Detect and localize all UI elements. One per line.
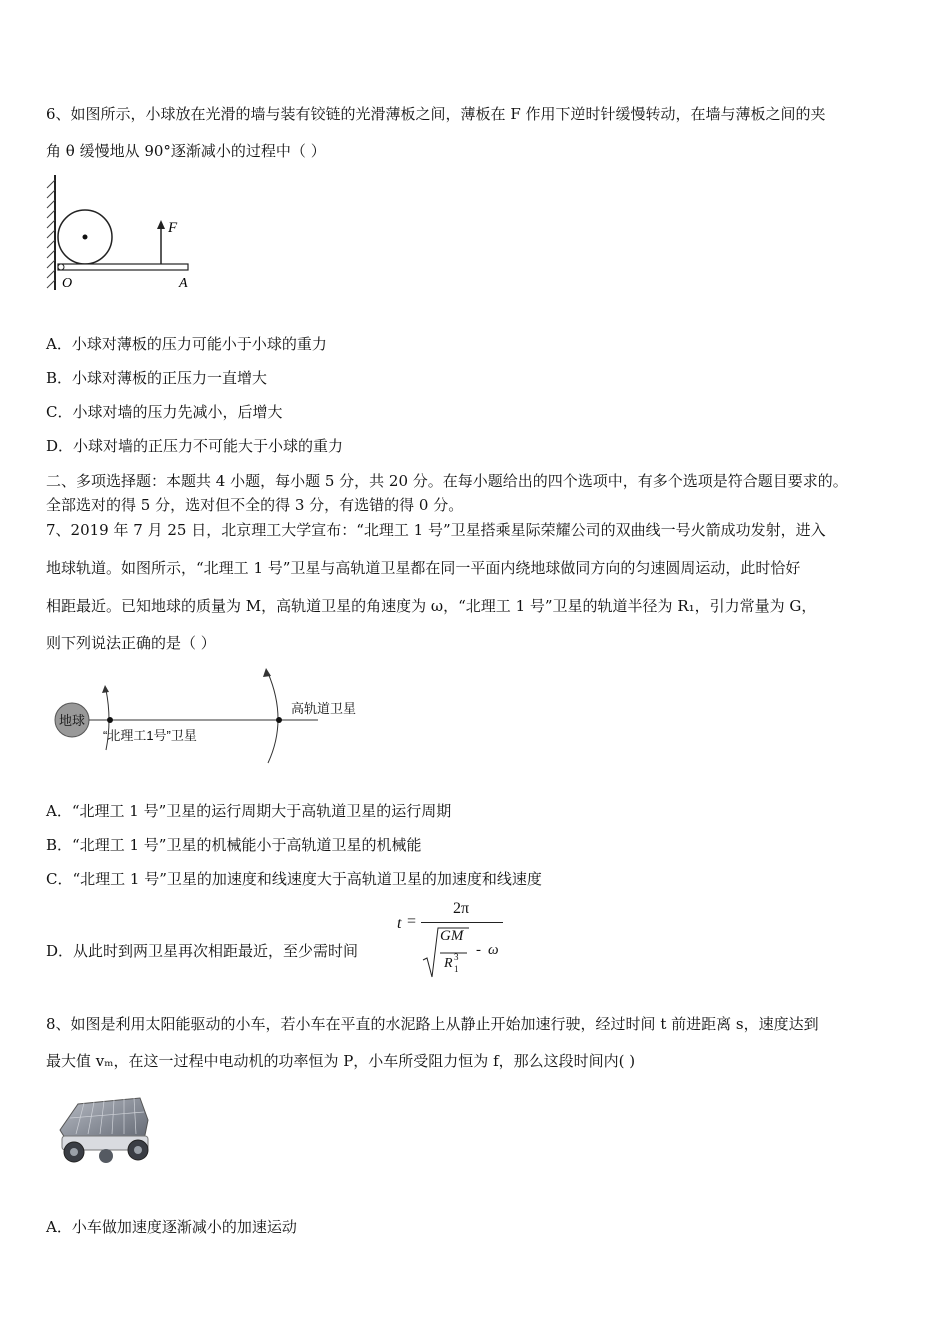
section2-line1: 二、多项选择题：本题共 4 小题，每小题 5 分，共 20 分。在每小题给出的四个选项中，有多个选项是符合题目要求的。 xyxy=(46,472,848,490)
q7-stem-line4: 则下列说法正确的是（ ） xyxy=(46,634,216,652)
sat1-point xyxy=(107,717,113,723)
end-label: A xyxy=(179,276,188,291)
earth-label: 地球 xyxy=(59,713,86,728)
section2-line2: 全部选对的得 5 分，选对但不全的得 3 分，有选错的得 0 分。 xyxy=(46,496,464,514)
q7-option-a: A．“北理工 1 号”卫星的运行周期大于高轨道卫星的运行周期 xyxy=(46,802,452,820)
q6-option-a: A．小球对薄板的压力可能小于小球的重力 xyxy=(46,335,327,353)
q7-option-d: D．从此时到两卫星再次相距最近，至少需时间 xyxy=(46,942,359,960)
q6-ball-board-figure xyxy=(40,170,200,295)
board xyxy=(58,264,188,270)
q7-option-c: C．“北理工 1 号”卫星的加速度和线速度大于高轨道卫星的加速度和线速度 xyxy=(46,870,542,888)
q7-stem-line2: 地球轨道。如图所示，“北理工 1 号”卫星与高轨道卫星都在同一平面内绕地球做同方向的匀速圆周运动，此时恰好 xyxy=(46,559,801,577)
q6-option-d: D．小球对墙的正压力不可能大于小球的重力 xyxy=(46,437,344,455)
force-label: F xyxy=(168,220,178,236)
q7-orbit-figure xyxy=(48,665,378,765)
arrow-up-icon xyxy=(157,220,165,229)
sat1-label: “北理工1号”卫星 xyxy=(103,728,197,743)
q8-stem-line1: 8、如图是利用太阳能驱动的小车，若小车在平直的水泥路上从静止开始加速行驶，经过时间 t 前进距离 s，速度达到 xyxy=(46,1015,819,1033)
q7-stem-line1: 7、2019 年 7 月 25 日，北京理工大学宣布：“北理工 1 号”卫星搭乘星际荣耀公司的双曲线一号火箭成功发射，进入 xyxy=(46,521,826,539)
q6-option-b: B．小球对薄板的正压力一直增大 xyxy=(46,369,268,387)
q7-option-b: B．“北理工 1 号”卫星的机械能小于高轨道卫星的机械能 xyxy=(46,836,422,854)
q7-stem-line3: 相距最近。已知地球的质量为 M，高轨道卫星的角速度为 ω，“北理工 1 号”卫星的轨道半径为 R₁，引力常量为 G， xyxy=(46,597,817,615)
q8-solar-car-image xyxy=(48,1090,160,1168)
q8-option-a: A．小车做加速度逐渐减小的加速运动 xyxy=(46,1218,297,1236)
q6-stem-line2: 角 θ 缓慢地从 90°逐渐减小的过程中（ ） xyxy=(46,142,326,160)
sat2-point xyxy=(276,717,282,723)
pivot-label: O xyxy=(62,276,73,291)
q6-option-c: C．小球对墙的压力先减小，后增大 xyxy=(46,403,283,421)
q8-stem-line2: 最大值 vₘ，在这一过程中电动机的功率恒为 P，小车所受阻力恒为 f，那么这段时间内( ) xyxy=(46,1052,636,1070)
sat2-label: 高轨道卫星 xyxy=(291,701,357,716)
q7-time-formula: t = 2π GM R 3 1 - ω xyxy=(395,900,515,980)
q6-stem-line1: 6、如图所示，小球放在光滑的墙与装有铰链的光滑薄板之间，薄板在 F 作用下逆时针缓慢转动，在墙与薄板之间的夹 xyxy=(46,105,826,123)
